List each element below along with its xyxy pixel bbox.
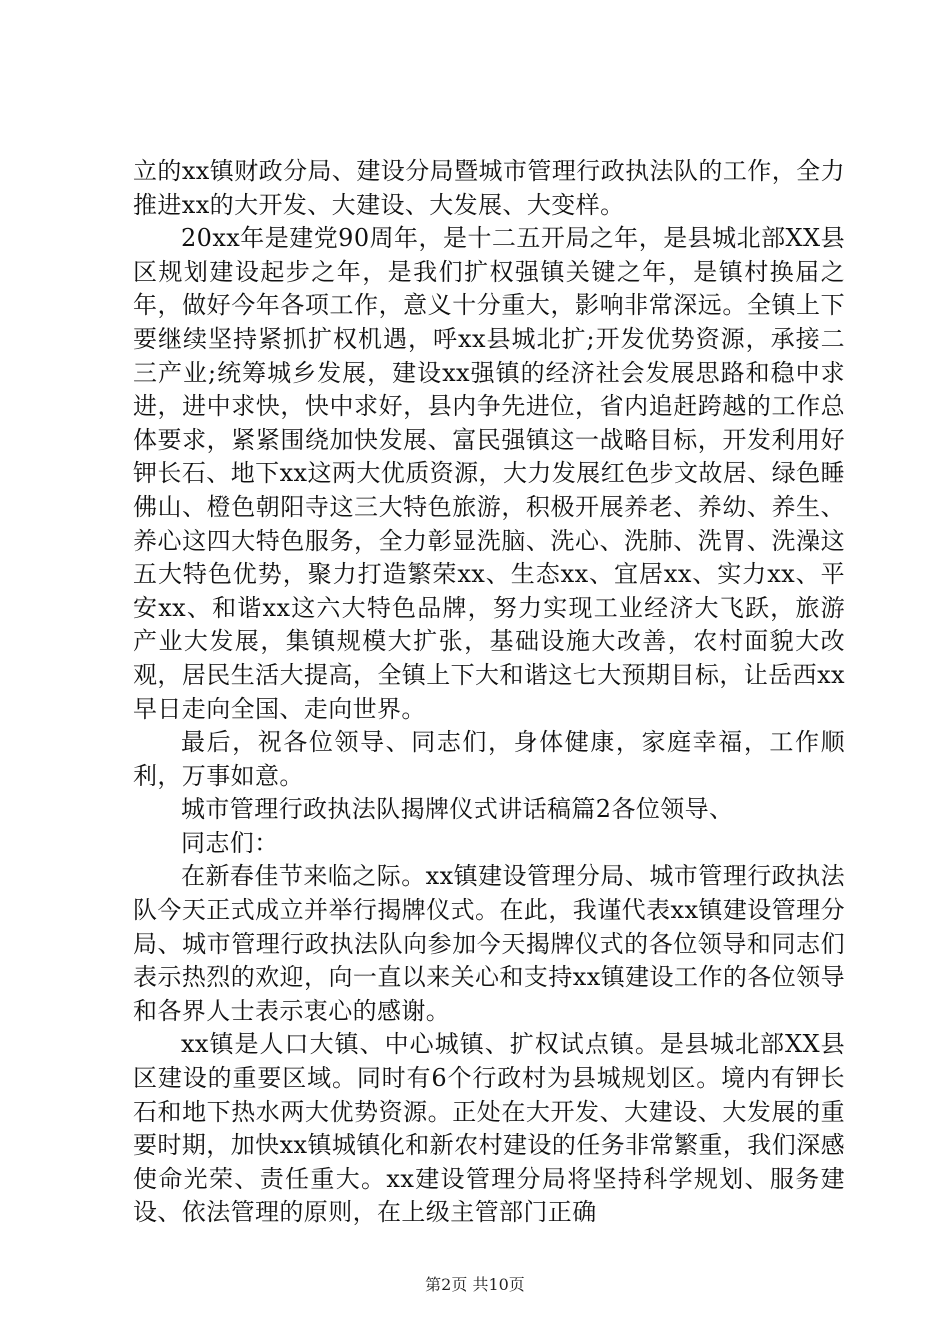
section-heading: 城市管理行政执法队揭牌仪式讲话稿篇2各位领导、 [181, 795, 734, 824]
paragraph-2: 20xx年是建党90周年，是十二五开局之年，是县城北部XX县区规划建设起步之年，是我们扩权强镇关键之年，是镇村换届之年，做好今年各项工作，意义十分重大，影响非常深远。全镇上下要继续坚持紧抓扩权机遇，呼xx县城北扩;开发优势资源，承接二三产业;统筹城乡发展，建设xx强镇的经济社会发展思路和稳中求进，进中求快，快中求好，县内争先进位，省内追赶跨越的工作总体要求，紧紧围绕加快发展、富民强镇这一战略目标，开发利用好钾长石、地下xx这两大优质资源，大力发展红色步文故居、绿色睡佛山、橙色朝阳寺这三大特色旅游，积极开展养老、养幼、养生、养心这四大特色服务，全力彰显洗脑、洗心、洗肺、洗胃、洗澡这五大特色优势，聚力打造繁荣xx、生态xx、宜居xx、实力xx、平安xx、和谐xx这六大特色品牌，努力实现工业经济大飞跃，旅游产业大发展，集镇规模大扩张，基础设施大改善，农村面貌大改观，居民生活大提高，全镇上下大和谐这七大预期目标，让岳西xx早日走向全国、走向世界。 [133, 224, 845, 723]
document-body [133, 155, 845, 1230]
page-number-footer: 第2页 共10页 [425, 1275, 525, 1294]
paragraph-1: 立的xx镇财政分局、建设分局暨城市管理行政执法队的工作，全力推进xx的大开发、大建设、大发展、大变样。 [133, 157, 845, 219]
paragraph-3: 最后，祝各位领导、同志们，身体健康，家庭幸福，工作顺利，万事如意。 [133, 728, 845, 790]
salutation: 同志们： [181, 828, 279, 857]
paragraph-5: xx镇是人口大镇、中心城镇、扩权试点镇。是县城北部XX县区建设的重要区域。同时有6个行政村为县城规划区。境内有钾长石和地下热水两大优势资源。正处在大开发、大建设、大发展的重要时期，加快xx镇城镇化和新农村建设的任务非常繁重，我们深感使命光荣、责任重大。xx建设管理分局将坚持科学规划、服务建设、依法管理的原则，在上级主管部门正确 [133, 1030, 845, 1227]
paragraph-4: 在新春佳节来临之际。xx镇建设管理分局、城市管理行政执法队今天正式成立并举行揭牌仪式。在此，我谨代表xx镇建设管理分局、城市管理行政执法队向参加今天揭牌仪式的各位领导和同志们表示热烈的欢迎，向一直以来关心和支持xx镇建设工作的各位领导和各界人士表示衷心的感谢。 [133, 862, 845, 1025]
